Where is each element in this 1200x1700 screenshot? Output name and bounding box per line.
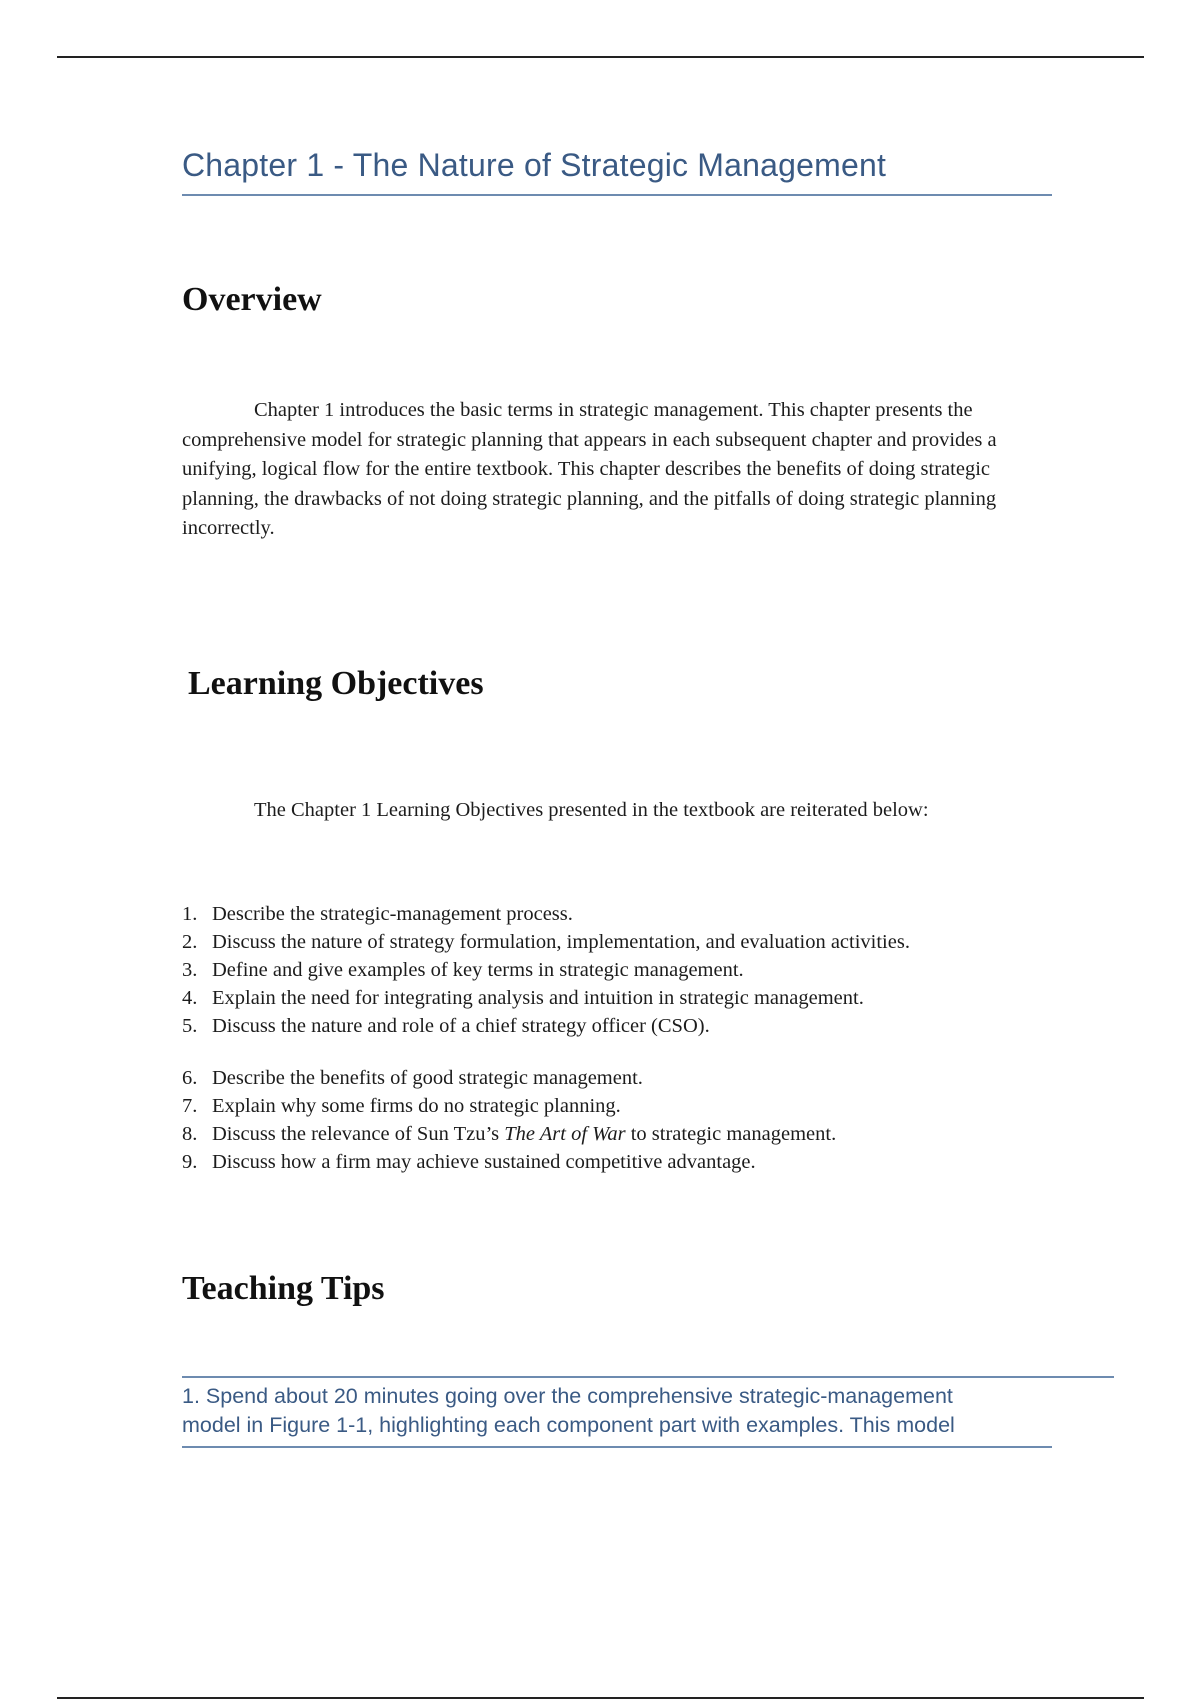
overview-heading: Overview [182, 281, 322, 318]
item-text: Define and give examples of key terms in strategic management. [212, 959, 744, 981]
list-item [182, 984, 1082, 1012]
item-number: 8. [182, 1123, 198, 1145]
list-item [182, 1092, 1082, 1120]
tip-line-2: model in Figure 1-1, highlighting each component part with examples. This model [182, 1413, 955, 1437]
tip-line-1: 1. Spend about 20 minutes going over the comprehensive strategic-management [182, 1384, 953, 1408]
item-text-before: Discuss the relevance of Sun Tzu’s [212, 1123, 505, 1145]
list-item [182, 900, 1082, 928]
learning-objectives-heading: Learning Objectives [188, 665, 484, 702]
item-text: Explain the need for integrating analysis and intuition in strategic management. [212, 987, 864, 1009]
item-text: Describe the strategic-management process. [212, 903, 573, 925]
item-number: 4. [182, 987, 198, 1009]
item-text: Discuss how a firm may achieve sustained competitive advantage. [212, 1151, 756, 1173]
book-title: The Art of War [504, 1123, 626, 1145]
list-item [182, 956, 1082, 984]
item-text-after: to strategic management. [625, 1123, 837, 1145]
list-item [182, 1012, 1082, 1040]
item-number: 3. [182, 959, 198, 981]
teaching-tip-box [182, 1376, 1114, 1440]
objectives-list-part-2 [182, 1064, 1082, 1176]
item-text: Describe the benefits of good strategic management. [212, 1067, 643, 1089]
item-text: Discuss the nature and role of a chief strategy officer (CSO). [212, 1015, 710, 1037]
item-text: Discuss the nature of strategy formulation, implementation, and evaluation activities. [212, 931, 910, 953]
list-item [182, 1064, 1082, 1092]
list-item [182, 1148, 1082, 1176]
list-item [182, 1120, 1082, 1148]
item-number: 7. [182, 1095, 198, 1117]
tip-bottom-rule [182, 1446, 1052, 1448]
item-text: Explain why some firms do no strategic planning. [212, 1095, 621, 1117]
objectives-list-part-1 [182, 900, 1082, 1040]
item-number: 5. [182, 1015, 198, 1037]
item-number: 2. [182, 931, 198, 953]
item-number: 9. [182, 1151, 198, 1173]
chapter-title: Chapter 1 - The Nature of Strategic Management [182, 147, 1052, 196]
overview-paragraph: Chapter 1 introduces the basic terms in strategic management. This chapter presents the comprehensive model for strategic planning that appears in each subsequent chapter and provides a unifying, logical flow for the entire textbook. This chapter describes the benefits of doing strategic planning, the drawbacks of not doing strategic planning, and the pitfalls of doing strategic planning incorrectly. [182, 399, 997, 539]
objectives-intro: The Chapter 1 Learning Objectives presented in the textbook are reiterated below: [254, 799, 929, 821]
item-number: 6. [182, 1067, 198, 1089]
list-item [182, 928, 1082, 956]
page-top-rule [57, 56, 1144, 58]
teaching-tips-heading: Teaching Tips [182, 1270, 385, 1307]
item-number: 1. [182, 903, 198, 925]
page-bottom-rule [57, 1697, 1144, 1699]
